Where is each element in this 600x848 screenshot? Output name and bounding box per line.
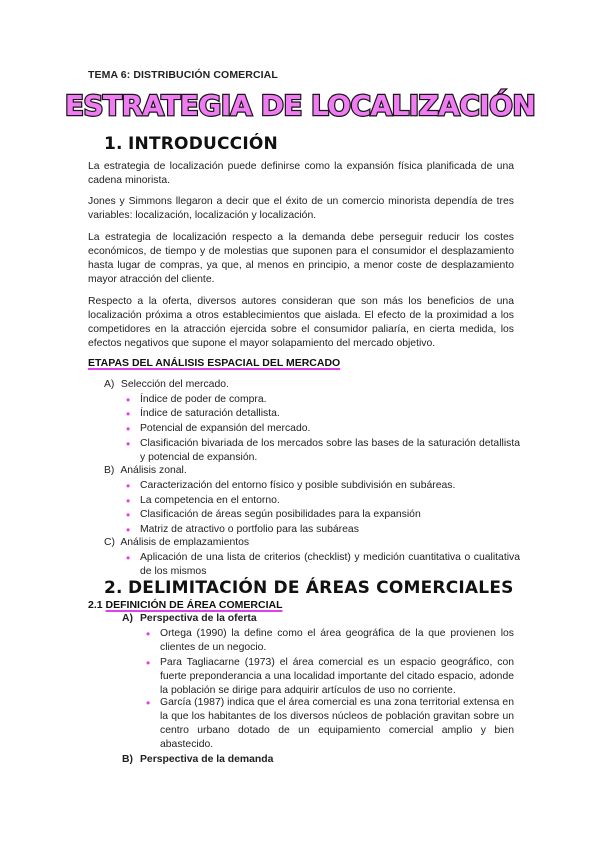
list-item-text: Clasificación bivariada de los mercados sobre las bases de la saturación detallista y potencial de expansión. — [140, 438, 520, 463]
list-item-text: Clasificación de áreas según posibilidades para la expansión — [140, 509, 421, 520]
subsection-number: 2.1 — [88, 599, 103, 611]
list-item — [126, 508, 520, 522]
subsection-2-1-heading — [88, 598, 282, 612]
section-2-heading — [104, 577, 514, 599]
stage-b-letter: B) — [104, 465, 115, 476]
topic-label: TEMA 6: DISTRIBUCIÓN COMERCIAL — [88, 69, 278, 81]
perspective-a — [122, 612, 257, 626]
list-item-text: Matriz de atractivo o portfolio para las subáreas — [140, 524, 359, 535]
list-item-text: Aplicación de una lista de criterios (checklist) y medición cuantitativa o cualitativa de los mismos — [140, 552, 520, 577]
list-item-text: Índice de poder de compra. — [140, 394, 267, 405]
list-item — [126, 479, 520, 493]
list-item — [126, 437, 520, 465]
stage-c-label: Análisis de emplazamientos — [120, 537, 250, 548]
list-item-text: Ortega (1990) la define como el área geográfica de la que provienen los clientes de un negocio. — [160, 628, 514, 653]
list-item-text: Potencial de expansión del mercado. — [140, 423, 311, 434]
stage-b — [104, 464, 187, 478]
list-item-text: García (1987) indica que el área comercial es una zona territorial extensa en la que los habitantes de los diversos núcleos de población gravitan sobre un centro urbano dotado de un equipamiento comercial amplio y bien abastecido. — [160, 697, 514, 750]
perspective-b-label: Perspectiva de la demanda — [140, 754, 274, 765]
bullet-icon: • — [126, 508, 131, 522]
stage-c — [104, 536, 249, 550]
intro-paragraph-4: Respecto a la oferta, diversos autores consideran que son más los beneficios de una localización próxima a otros establecimientos que aislada. El efecto de la proximidad a los competidores en la atracción ejercida sobre el consumidor paliaría, en cierta medida, los efectos negativos que supone el mayor solapamiento del mercado objetivo. — [88, 296, 514, 349]
bullet-icon: • — [146, 627, 151, 641]
list-item — [126, 422, 520, 436]
list-item — [126, 494, 520, 508]
stage-b-label: Análisis zonal. — [120, 465, 187, 476]
stage-a-label: Selección del mercado. — [120, 379, 229, 390]
list-item — [126, 393, 520, 407]
page-title: ESTRATEGIA DE LOCALIZACIÓN — [64, 89, 536, 122]
stages-heading — [88, 356, 340, 370]
stage-c-letter: C) — [104, 537, 115, 548]
bullet-icon: • — [126, 437, 131, 451]
section-2-title: DELIMITACIÓN DE ÁREAS COMERCIALES — [128, 578, 514, 598]
intro-paragraph-1: La estrategia de localización puede definirse como la expansión física planificada de una cadena minorista. — [88, 161, 514, 186]
subsection-title: DEFINICIÓN DE ÁREA COMERCIAL — [105, 599, 283, 611]
list-item-text: Caracterización del entorno físico y posible subdivisión en subáreas. — [140, 480, 456, 491]
perspective-b — [122, 753, 273, 767]
list-item — [146, 656, 514, 698]
list-item-text: La competencia en el entorno. — [140, 495, 280, 506]
section-2-number: 2. — [104, 578, 123, 598]
perspective-a-letter: A) — [122, 613, 133, 624]
bullet-icon: • — [126, 479, 131, 493]
perspective-a-label: Perspectiva de la oferta — [140, 613, 257, 624]
bullet-icon: • — [126, 494, 131, 508]
intro-paragraph-2: Jones y Simmons llegaron a decir que el éxito de un comercio minorista dependía de tres variables: localización, localización y localización. — [88, 196, 514, 221]
list-item — [126, 523, 520, 537]
bullet-icon: • — [126, 422, 131, 436]
list-item — [146, 696, 514, 752]
list-item-text: Índice de saturación detallista. — [140, 408, 280, 419]
list-item — [146, 627, 514, 655]
intro-paragraph-3: La estrategia de localización respecto a la demanda debe perseguir reducir los costes económicos, de tiempo y de molestias que suponen para el consumidor el desplazamiento hasta lugar de compras, ya que, al menos en principio, a menor coste de desplazamiento mayor atracción del cliente. — [88, 232, 514, 285]
bullet-icon: • — [126, 523, 131, 537]
section-1-number: 1. — [104, 134, 123, 154]
stage-a-letter: A) — [104, 379, 115, 390]
list-item-text: Para Tagliacarne (1973) el área comercial es un espacio geográfico, con fuerte preponderancia a una localidad importante del citado espacio, adonde la población se dirige para adquirir artículos de uso no corriente. — [160, 657, 514, 696]
bullet-icon: • — [126, 393, 131, 407]
list-item — [126, 551, 520, 579]
stage-a — [104, 378, 229, 392]
bullet-icon: • — [146, 696, 151, 710]
bullet-icon: • — [126, 407, 131, 421]
perspective-b-letter: B) — [122, 754, 133, 765]
section-1-heading — [104, 133, 278, 155]
section-1-title: INTRODUCCIÓN — [128, 134, 278, 154]
bullet-icon: • — [126, 551, 131, 565]
bullet-icon: • — [146, 656, 151, 670]
stages-heading-text: ETAPAS DEL ANÁLISIS ESPACIAL DEL MERCADO — [88, 357, 341, 369]
list-item — [126, 407, 520, 421]
